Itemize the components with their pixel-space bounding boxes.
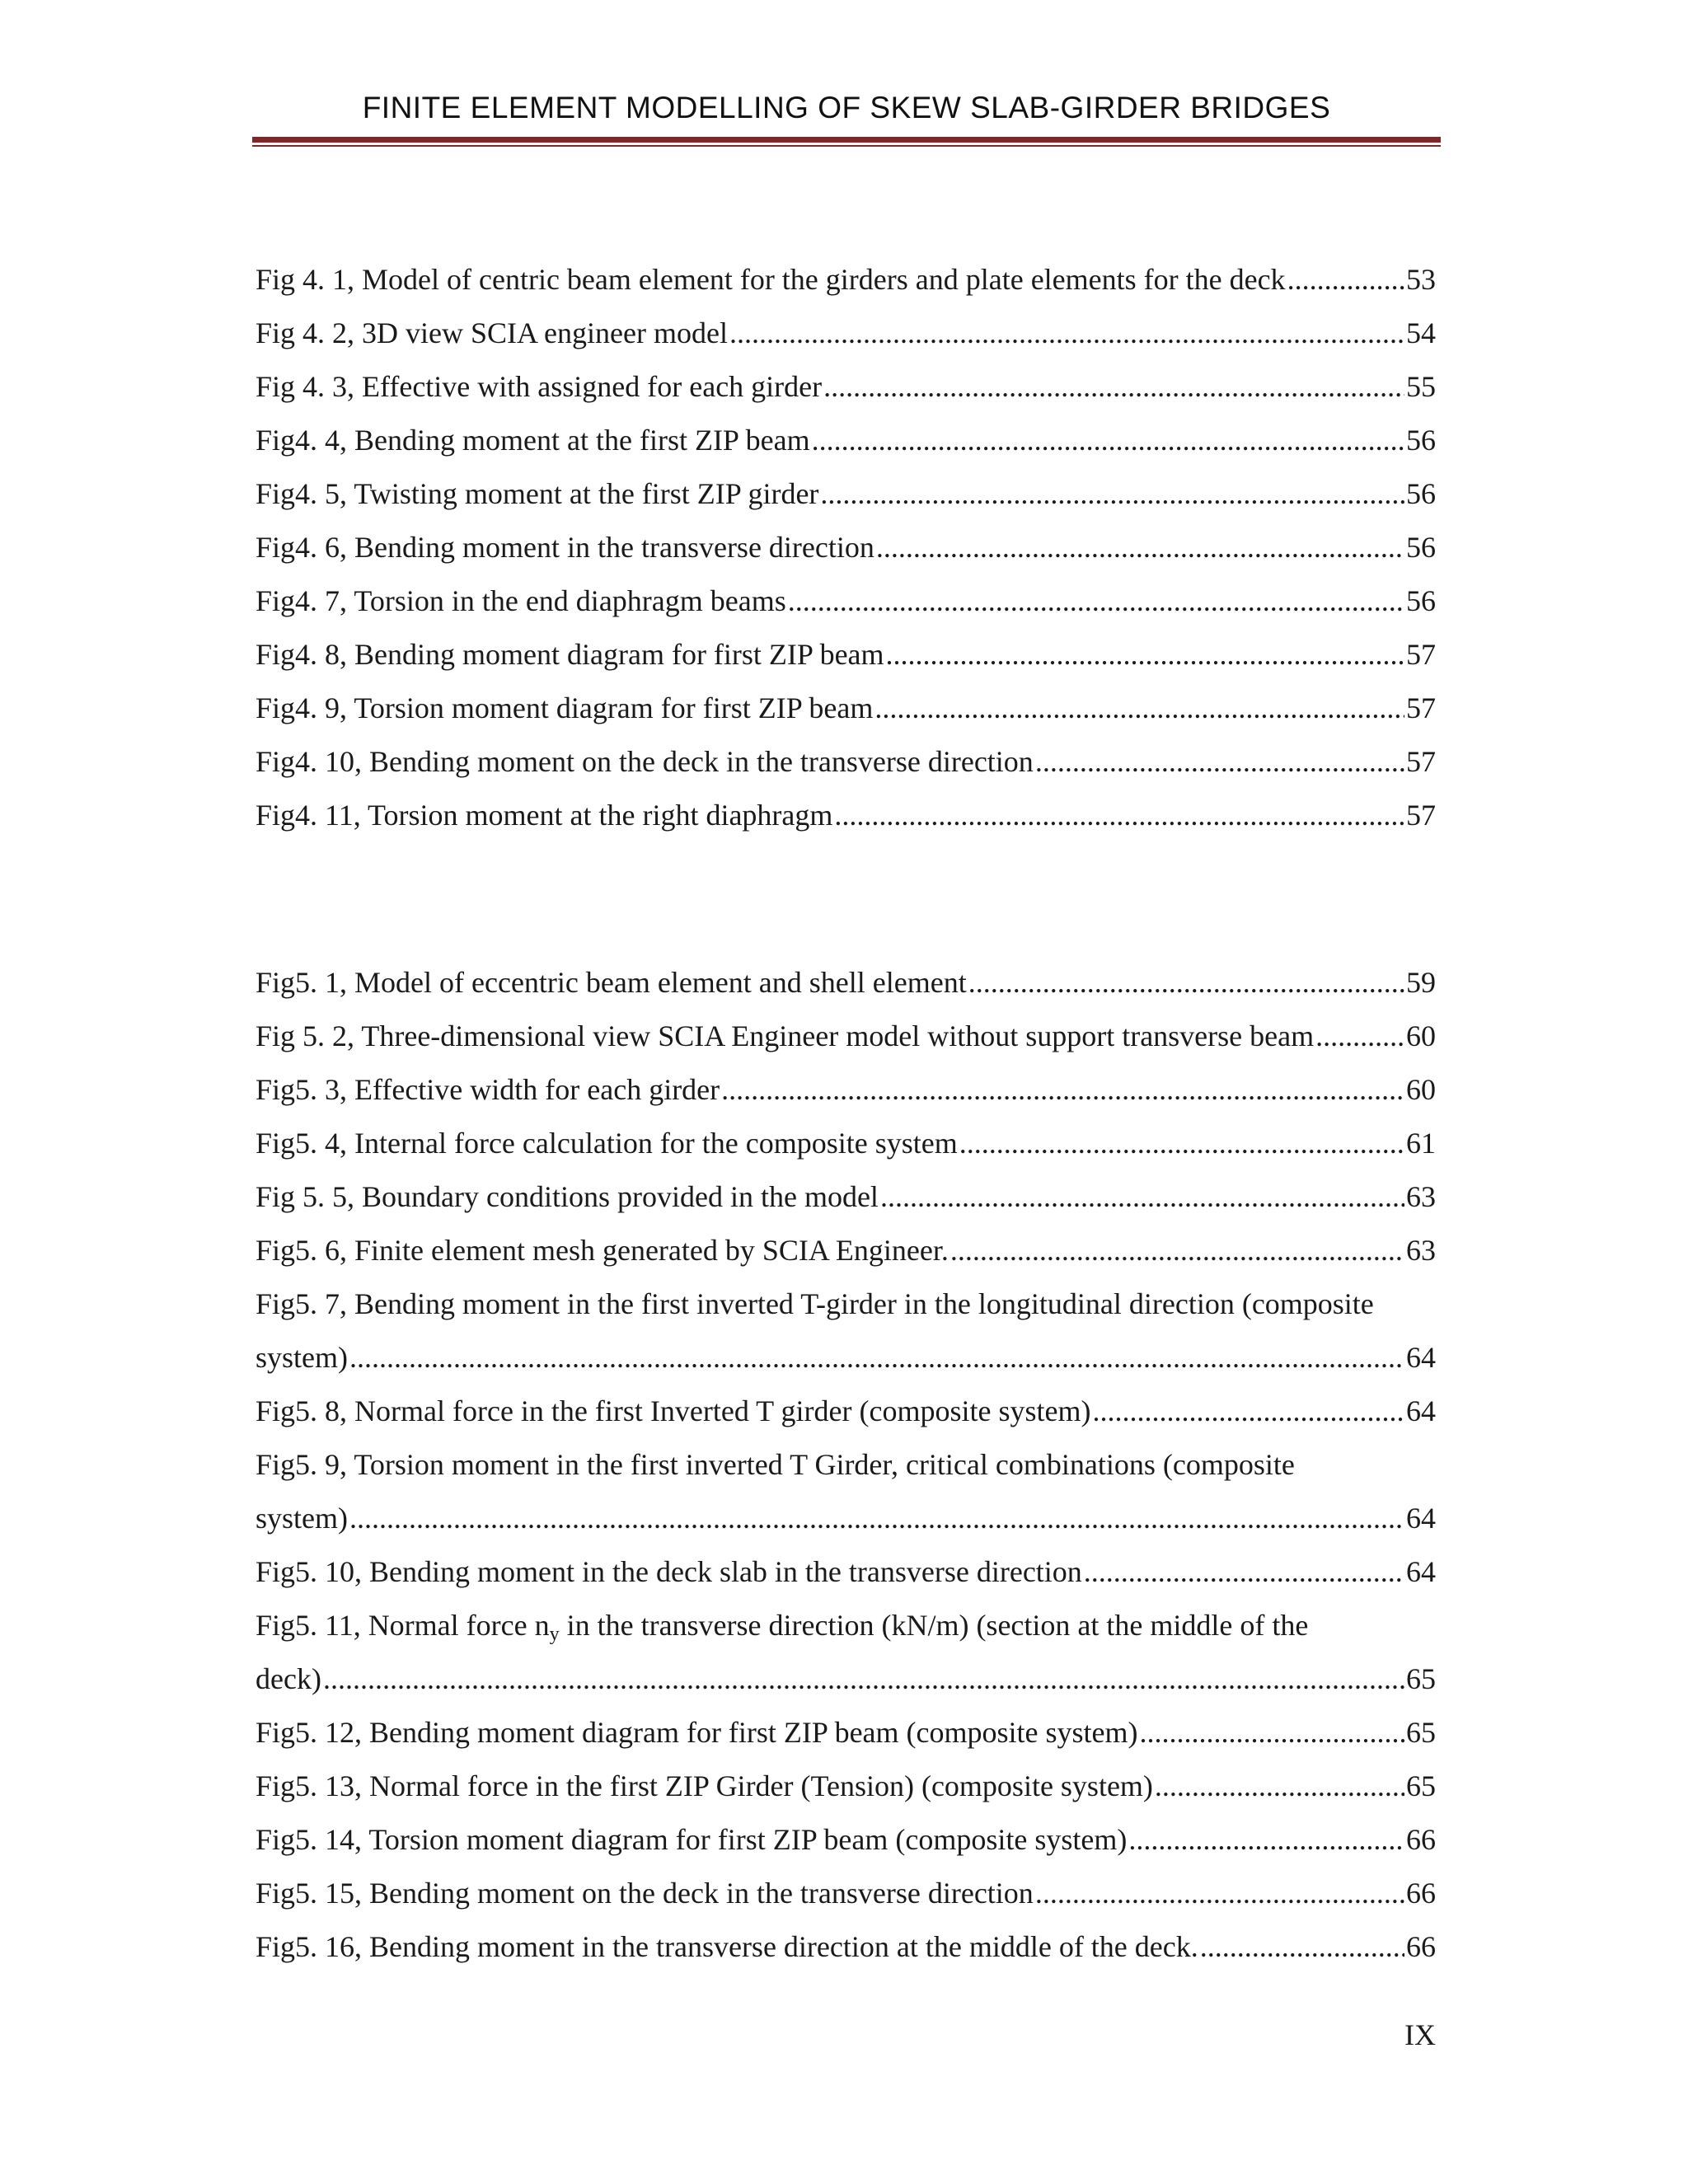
toc-entry-label: Fig4. 10, Bending moment on the deck in the transverse direction	[256, 745, 1034, 778]
toc-entry-label: Fig5. 12, Bending moment diagram for first ZIP beam (composite system)	[256, 1716, 1138, 1749]
toc-entry-page: 57	[1406, 799, 1436, 832]
toc-entry[interactable]	[256, 521, 1436, 574]
toc-entry[interactable]	[256, 1170, 1436, 1224]
toc-entry[interactable]	[256, 1010, 1436, 1063]
toc-entry[interactable]	[256, 253, 1436, 307]
toc-entry-page: 66	[1406, 1877, 1436, 1910]
dot-leader	[874, 682, 1404, 735]
toc-entry-label: Fig5. 15, Bending moment on the deck in the transverse direction	[256, 1877, 1034, 1910]
toc-entry-page: 57	[1406, 691, 1436, 724]
toc-entry-label: Fig4. 8, Bending moment diagram for first ZIP beam	[256, 638, 884, 671]
toc-entry[interactable]	[256, 1760, 1436, 1813]
toc-entry[interactable]	[256, 1920, 1436, 1974]
dot-leader	[721, 1063, 1404, 1117]
toc-entry-page: 65	[1406, 1716, 1436, 1749]
dot-leader	[950, 1224, 1404, 1277]
toc-entry-page: 60	[1406, 1073, 1436, 1106]
toc-entry[interactable]	[256, 360, 1436, 414]
toc-entry[interactable]	[256, 1813, 1436, 1867]
toc-entry-page: 64	[1406, 1341, 1436, 1374]
dot-leader	[1128, 1813, 1404, 1867]
toc-entry[interactable]	[256, 574, 1436, 628]
toc-entry-page: 65	[1406, 1769, 1436, 1802]
dot-leader	[1315, 1010, 1404, 1063]
toc-entry-page: 59	[1406, 966, 1436, 999]
toc-entry[interactable]	[256, 1224, 1436, 1277]
toc-entry-page: 64	[1406, 1555, 1436, 1588]
toc-entry[interactable]	[256, 628, 1436, 682]
running-header: FINITE ELEMENT MODELLING OF SKEW SLAB-GIRDER BRIDGES	[362, 91, 1331, 124]
toc-entry-page: 55	[1406, 370, 1436, 403]
dot-leader	[1155, 1760, 1404, 1813]
toc-entry[interactable]	[256, 414, 1436, 467]
toc-entry-page: 53	[1406, 263, 1436, 296]
toc-entry-label: Fig5. 10, Bending moment in the deck slab in the transverse direction	[256, 1555, 1082, 1588]
toc-entry-label: Fig 4. 2, 3D view SCIA engineer model	[256, 316, 728, 349]
toc-entry-page: 63	[1406, 1234, 1436, 1267]
dot-leader	[1035, 735, 1404, 789]
toc-entry[interactable]	[256, 682, 1436, 735]
toc-entry[interactable]	[256, 1277, 1436, 1385]
toc-entry[interactable]	[256, 467, 1436, 521]
toc-entry-label: Fig 4. 1, Model of centric beam element for the girders and plate elements for the deck	[256, 263, 1286, 296]
toc-entry-label: Fig5. 3, Effective width for each girder	[256, 1073, 720, 1106]
figure-list-chapter-4	[256, 253, 1436, 842]
dot-leader	[1084, 1545, 1404, 1599]
dot-leader	[820, 467, 1404, 521]
toc-entry[interactable]	[256, 956, 1436, 1010]
toc-entry-continuation	[256, 1331, 1436, 1385]
dot-leader	[349, 1331, 1404, 1385]
toc-entry-label: Fig 4. 3, Effective with assigned for each girder	[256, 370, 823, 403]
toc-entry-label: Fig5. 1, Model of eccentric beam element and shell element	[256, 966, 967, 999]
toc-entry-page: 61	[1406, 1127, 1436, 1160]
toc-entry[interactable]	[256, 307, 1436, 360]
toc-entry-label: Fig5. 7, Bending moment in the first inverted T-girder in the longitudinal direction (composite	[256, 1287, 1374, 1320]
toc-entry[interactable]	[256, 1545, 1436, 1599]
dot-leader	[323, 1652, 1404, 1706]
toc-entry-label-continued: deck)	[256, 1662, 321, 1695]
dot-leader	[729, 307, 1404, 360]
dot-leader	[1287, 253, 1404, 307]
dot-leader	[886, 628, 1404, 682]
toc-entry-page: 56	[1406, 531, 1436, 564]
toc-entry-page: 66	[1406, 1930, 1436, 1963]
toc-entry-label: Fig5. 8, Normal force in the first Inverted T girder (composite system)	[256, 1394, 1091, 1427]
page-number: IX	[1404, 2018, 1436, 2051]
dot-leader	[1092, 1385, 1404, 1438]
toc-entry[interactable]	[256, 1385, 1436, 1438]
toc-entry[interactable]	[256, 735, 1436, 789]
toc-entry-label: Fig5. 6, Finite element mesh generated by SCIA Engineer.	[256, 1234, 949, 1267]
toc-entry[interactable]	[256, 1117, 1436, 1170]
toc-entry-label: Fig5. 16, Bending moment in the transverse direction at the middle of the deck.	[256, 1930, 1198, 1963]
toc-entry-label: Fig 5. 5, Boundary conditions provided in the model	[256, 1180, 879, 1213]
dot-leader	[1035, 1867, 1404, 1920]
toc-entry-label	[256, 1599, 1436, 1652]
toc-entry-page: 60	[1406, 1019, 1436, 1052]
toc-entry-label-continued: system)	[256, 1341, 348, 1374]
toc-entry-page: 57	[1406, 745, 1436, 778]
dot-leader	[349, 1492, 1404, 1545]
toc-entry[interactable]	[256, 1599, 1436, 1706]
dot-leader	[880, 1170, 1404, 1224]
dot-leader	[1200, 1920, 1404, 1974]
dot-leader	[876, 521, 1404, 574]
toc-entry-page: 64	[1406, 1394, 1436, 1427]
header-rule-thick	[252, 137, 1441, 143]
dot-leader	[834, 789, 1404, 842]
dot-leader	[1140, 1706, 1405, 1760]
toc-entry-label: Fig4. 4, Bending moment at the first ZIP beam	[256, 424, 810, 457]
toc-entry[interactable]	[256, 1438, 1436, 1545]
dot-leader	[812, 414, 1404, 467]
subscript-y: y	[549, 1624, 560, 1645]
toc-entry-label-part: Fig5. 11, Normal force n	[256, 1609, 550, 1642]
toc-entry-page: 65	[1406, 1662, 1436, 1695]
toc-entry-page: 63	[1406, 1180, 1436, 1213]
toc-entry-page: 56	[1406, 424, 1436, 457]
toc-entry-label: Fig4. 5, Twisting moment at the first ZIP girder	[256, 477, 819, 510]
toc-entry-continuation	[256, 1652, 1436, 1706]
toc-entry-page: 56	[1406, 584, 1436, 617]
toc-entry-label: Fig5. 9, Torsion moment in the first inverted T Girder, critical combinations (composite	[256, 1448, 1295, 1481]
toc-entry-page: 64	[1406, 1502, 1436, 1535]
header-rule-thin	[252, 145, 1441, 147]
toc-entry-label-continued: system)	[256, 1502, 348, 1535]
dot-leader	[959, 1117, 1404, 1170]
dot-leader	[823, 360, 1404, 414]
toc-entry-continuation	[256, 1492, 1436, 1545]
toc-entry-label-part: in the transverse direction (kN/m) (section at the middle of the	[559, 1609, 1309, 1642]
toc-entry-label: Fig4. 9, Torsion moment diagram for first ZIP beam	[256, 691, 874, 724]
toc-entry[interactable]	[256, 1706, 1436, 1760]
toc-entry-label: Fig5. 13, Normal force in the first ZIP Girder (Tension) (composite system)	[256, 1769, 1153, 1802]
toc-entry-page: 54	[1406, 316, 1436, 349]
toc-entry-label: Fig 5. 2, Three-dimensional view SCIA Engineer model without support transverse beam	[256, 1019, 1315, 1052]
toc-entry-label: Fig4. 7, Torsion in the end diaphragm beams	[256, 584, 786, 617]
toc-entry-label: Fig4. 11, Torsion moment at the right diaphragm	[256, 799, 833, 832]
toc-entry[interactable]	[256, 789, 1436, 842]
toc-entry[interactable]	[256, 1063, 1436, 1117]
dot-leader	[968, 956, 1404, 1010]
figure-list-chapter-5	[256, 956, 1436, 1974]
dot-leader	[788, 574, 1404, 628]
toc-entry-page: 66	[1406, 1823, 1436, 1856]
toc-entry-label: Fig5. 14, Torsion moment diagram for first ZIP beam (composite system)	[256, 1823, 1128, 1856]
toc-entry-label: Fig4. 6, Bending moment in the transverse direction	[256, 531, 874, 564]
toc-entry[interactable]	[256, 1867, 1436, 1920]
toc-entry-label: Fig5. 4, Internal force calculation for the composite system	[256, 1127, 958, 1160]
toc-entry-page: 56	[1406, 477, 1436, 510]
toc-entry-page: 57	[1406, 638, 1436, 671]
